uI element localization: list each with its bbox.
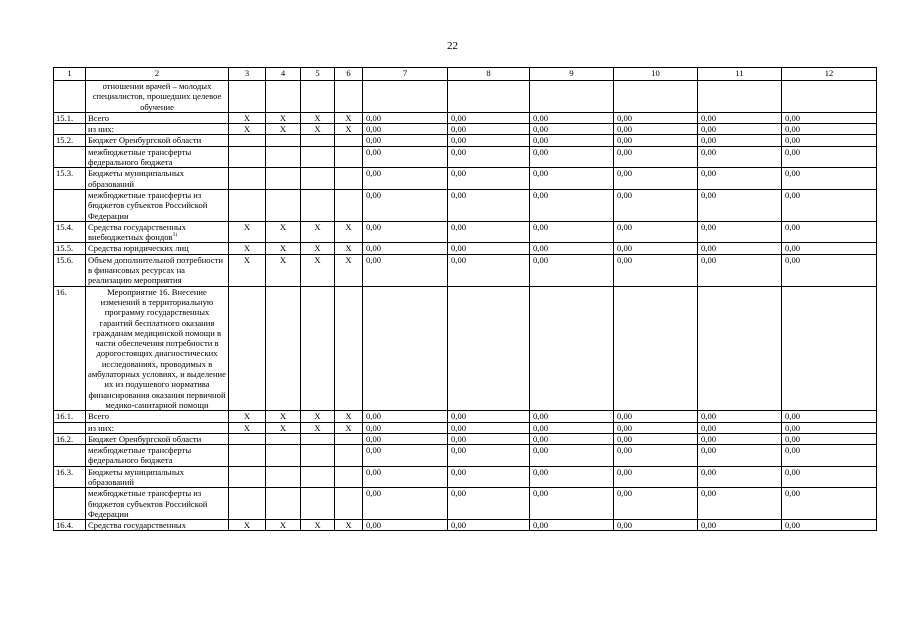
marker-cell <box>335 168 363 190</box>
row-number-cell <box>54 488 86 520</box>
marker-cell <box>229 168 266 190</box>
value-cell: 0,00 <box>530 189 614 221</box>
description-cell: межбюджетные трансферты из бюджетов субъектов Российской Федерации <box>86 189 229 221</box>
marker-cell: X <box>266 221 301 243</box>
marker-cell: X <box>301 124 335 135</box>
header-cell: 12 <box>782 68 877 81</box>
value-cell: 0,00 <box>448 112 530 123</box>
description-cell: из них: <box>86 422 229 433</box>
table-row <box>54 445 877 467</box>
value-cell: 0,00 <box>698 146 782 168</box>
marker-cell <box>301 488 335 520</box>
value-cell: 0,00 <box>698 466 782 488</box>
marker-cell <box>301 135 335 146</box>
marker-cell: X <box>301 243 335 254</box>
value-cell <box>448 286 530 411</box>
value-cell <box>363 286 448 411</box>
value-cell: 0,00 <box>530 520 614 531</box>
description-cell: Бюджеты муниципальных образований <box>86 168 229 190</box>
header-cell: 7 <box>363 68 448 81</box>
value-cell: 0,00 <box>448 488 530 520</box>
value-cell: 0,00 <box>363 488 448 520</box>
description-cell: Средства государственных <box>86 520 229 531</box>
value-cell: 0,00 <box>448 466 530 488</box>
marker-cell: X <box>301 520 335 531</box>
marker-cell <box>266 189 301 221</box>
marker-cell <box>301 189 335 221</box>
marker-cell: X <box>301 411 335 422</box>
marker-cell: X <box>229 124 266 135</box>
table-row <box>54 411 877 422</box>
value-cell: 0,00 <box>363 466 448 488</box>
value-cell: 0,00 <box>530 254 614 286</box>
value-cell: 0,00 <box>363 445 448 467</box>
marker-cell <box>266 445 301 467</box>
marker-cell <box>266 135 301 146</box>
marker-cell: X <box>301 221 335 243</box>
description-cell: отношении врачей – молодых специалистов, прошедших целевое обучение <box>86 81 229 113</box>
value-cell: 0,00 <box>614 433 698 444</box>
row-number-cell: 15.3. <box>54 168 86 190</box>
value-cell: 0,00 <box>698 411 782 422</box>
value-cell: 0,00 <box>698 445 782 467</box>
value-cell: 0,00 <box>363 243 448 254</box>
value-cell: 0,00 <box>698 254 782 286</box>
row-number-cell: 15.2. <box>54 135 86 146</box>
value-cell: 0,00 <box>530 135 614 146</box>
header-cell: 9 <box>530 68 614 81</box>
value-cell: 0,00 <box>448 422 530 433</box>
marker-cell <box>335 488 363 520</box>
marker-cell <box>266 488 301 520</box>
marker-cell <box>301 81 335 113</box>
marker-cell <box>229 488 266 520</box>
page-number: 22 <box>447 40 458 52</box>
value-cell: 0,00 <box>698 168 782 190</box>
header-row <box>54 68 877 81</box>
value-cell: 0,00 <box>698 189 782 221</box>
value-cell: 0,00 <box>363 112 448 123</box>
marker-cell <box>335 135 363 146</box>
header-cell: 11 <box>698 68 782 81</box>
value-cell: 0,00 <box>448 243 530 254</box>
marker-cell: X <box>229 411 266 422</box>
value-cell: 0,00 <box>448 124 530 135</box>
value-cell: 0,00 <box>448 189 530 221</box>
budget-table <box>53 67 877 531</box>
description-cell: межбюджетные трансферты федерального бюджета <box>86 146 229 168</box>
marker-cell <box>229 466 266 488</box>
marker-cell <box>301 445 335 467</box>
marker-cell <box>266 286 301 411</box>
description-cell: из них: <box>86 124 229 135</box>
value-cell: 0,00 <box>363 189 448 221</box>
description-cell: Средства юридических лиц <box>86 243 229 254</box>
value-cell: 0,00 <box>448 135 530 146</box>
value-cell: 0,00 <box>363 254 448 286</box>
description-cell: межбюджетные трансферты федерального бюджета <box>86 445 229 467</box>
table-row <box>54 286 877 411</box>
value-cell: 0,00 <box>614 422 698 433</box>
value-cell: 0,00 <box>782 254 877 286</box>
value-cell: 0,00 <box>698 243 782 254</box>
row-number-cell: 16.2. <box>54 433 86 444</box>
value-cell: 0,00 <box>782 520 877 531</box>
row-number-cell: 16. <box>54 286 86 411</box>
value-cell: 0,00 <box>698 124 782 135</box>
value-cell: 0,00 <box>782 168 877 190</box>
marker-cell: X <box>266 411 301 422</box>
value-cell: 0,00 <box>614 488 698 520</box>
value-cell: 0,00 <box>782 189 877 221</box>
marker-cell <box>301 286 335 411</box>
marker-cell <box>301 168 335 190</box>
value-cell: 0,00 <box>614 520 698 531</box>
row-number-cell <box>54 81 86 113</box>
value-cell: 0,00 <box>698 422 782 433</box>
marker-cell <box>301 433 335 444</box>
marker-cell <box>229 286 266 411</box>
value-cell: 0,00 <box>614 135 698 146</box>
row-number-cell <box>54 189 86 221</box>
marker-cell: X <box>266 254 301 286</box>
value-cell: 0,00 <box>448 146 530 168</box>
value-cell: 0,00 <box>614 221 698 243</box>
table-row <box>54 466 877 488</box>
header-cell: 1 <box>54 68 86 81</box>
value-cell: 0,00 <box>530 411 614 422</box>
value-cell: 0,00 <box>614 445 698 467</box>
value-cell: 0,00 <box>530 433 614 444</box>
marker-cell: X <box>266 112 301 123</box>
header-cell: 2 <box>86 68 229 81</box>
value-cell: 0,00 <box>448 445 530 467</box>
description-cell: Бюджет Оренбургской области <box>86 135 229 146</box>
marker-cell <box>335 433 363 444</box>
table-row <box>54 221 877 243</box>
table-row <box>54 422 877 433</box>
value-cell <box>448 81 530 113</box>
value-cell: 0,00 <box>363 221 448 243</box>
value-cell: 0,00 <box>782 243 877 254</box>
value-cell: 0,00 <box>363 520 448 531</box>
marker-cell: X <box>301 254 335 286</box>
marker-cell: X <box>301 112 335 123</box>
marker-cell: X <box>229 112 266 123</box>
marker-cell: X <box>266 422 301 433</box>
marker-cell <box>266 168 301 190</box>
value-cell: 0,00 <box>363 146 448 168</box>
marker-cell: X <box>229 221 266 243</box>
description-cell: Средства государственных внебюджетных фондов$^{3)}$ <box>86 221 229 243</box>
table-row <box>54 168 877 190</box>
value-cell <box>698 286 782 411</box>
marker-cell <box>335 445 363 467</box>
row-number-cell: 16.3. <box>54 466 86 488</box>
header-cell: 4 <box>266 68 301 81</box>
value-cell: 0,00 <box>614 112 698 123</box>
value-cell: 0,00 <box>782 488 877 520</box>
row-number-cell: 15.1. <box>54 112 86 123</box>
marker-cell <box>229 189 266 221</box>
value-cell: 0,00 <box>614 243 698 254</box>
value-cell: 0,00 <box>530 445 614 467</box>
value-cell: 0,00 <box>698 112 782 123</box>
marker-cell <box>229 81 266 113</box>
marker-cell <box>266 146 301 168</box>
row-number-cell: 15.4. <box>54 221 86 243</box>
value-cell: 0,00 <box>363 124 448 135</box>
header-cell: 8 <box>448 68 530 81</box>
marker-cell: X <box>229 243 266 254</box>
header-cell: 5 <box>301 68 335 81</box>
row-number-cell: 16.4. <box>54 520 86 531</box>
row-number-cell <box>54 445 86 467</box>
marker-cell: X <box>266 520 301 531</box>
value-cell: 0,00 <box>363 135 448 146</box>
marker-cell <box>266 466 301 488</box>
value-cell: 0,00 <box>530 422 614 433</box>
marker-cell <box>301 146 335 168</box>
value-cell: 0,00 <box>448 221 530 243</box>
marker-cell: X <box>335 411 363 422</box>
value-cell: 0,00 <box>698 433 782 444</box>
value-cell: 0,00 <box>782 221 877 243</box>
value-cell: 0,00 <box>614 124 698 135</box>
marker-cell: X <box>229 520 266 531</box>
marker-cell <box>335 81 363 113</box>
value-cell: 0,00 <box>448 433 530 444</box>
table-row <box>54 433 877 444</box>
value-cell: 0,00 <box>363 433 448 444</box>
marker-cell <box>229 433 266 444</box>
marker-cell: X <box>335 422 363 433</box>
value-cell: 0,00 <box>530 221 614 243</box>
value-cell: 0,00 <box>614 466 698 488</box>
value-cell: 0,00 <box>698 488 782 520</box>
value-cell: 0,00 <box>530 243 614 254</box>
value-cell: 0,00 <box>698 520 782 531</box>
row-number-cell <box>54 146 86 168</box>
value-cell: 0,00 <box>530 112 614 123</box>
table-row <box>54 124 877 135</box>
value-cell: 0,00 <box>782 433 877 444</box>
value-cell <box>530 81 614 113</box>
table-row <box>54 81 877 113</box>
row-number-cell <box>54 124 86 135</box>
marker-cell: X <box>229 422 266 433</box>
value-cell: 0,00 <box>530 488 614 520</box>
marker-cell <box>301 466 335 488</box>
value-cell: 0,00 <box>614 411 698 422</box>
value-cell <box>782 81 877 113</box>
value-cell <box>614 81 698 113</box>
header-cell: 6 <box>335 68 363 81</box>
value-cell: 0,00 <box>782 146 877 168</box>
value-cell <box>614 286 698 411</box>
marker-cell <box>266 81 301 113</box>
table-row <box>54 243 877 254</box>
value-cell: 0,00 <box>363 411 448 422</box>
marker-cell: X <box>229 254 266 286</box>
value-cell: 0,00 <box>448 520 530 531</box>
row-number-cell <box>54 422 86 433</box>
marker-cell <box>229 445 266 467</box>
marker-cell <box>335 146 363 168</box>
row-number-cell: 16.1. <box>54 411 86 422</box>
header-cell: 10 <box>614 68 698 81</box>
value-cell: 0,00 <box>363 422 448 433</box>
value-cell: 0,00 <box>698 221 782 243</box>
marker-cell: X <box>335 221 363 243</box>
description-cell: Бюджеты муниципальных образований <box>86 466 229 488</box>
marker-cell <box>266 433 301 444</box>
description-cell: Мероприятие 16. Внесение изменений в территориальную программу государственных гарантий бесплатного оказания гражданам медицинской помощи в части обеспечения потребности в дорогостоящих диагностических исследованиях, проводимых в амбулаторных условиях, и выделение их из подушевого норматива финансирования оказания первичной медико-санитарной помощи <box>86 286 229 411</box>
description-cell: межбюджетные трансферты из бюджетов субъектов Российской Федерации <box>86 488 229 520</box>
description-cell: Бюджет Оренбургской области <box>86 433 229 444</box>
value-cell: 0,00 <box>782 445 877 467</box>
footnote-marker: 3) <box>172 232 178 239</box>
row-number-cell: 15.5. <box>54 243 86 254</box>
marker-cell <box>335 286 363 411</box>
description-cell: Объем дополнительной потребности в финансовых ресурсах на реализацию мероприятия <box>86 254 229 286</box>
value-cell: 0,00 <box>448 168 530 190</box>
row-number-cell: 15.6. <box>54 254 86 286</box>
value-cell <box>530 286 614 411</box>
value-cell: 0,00 <box>530 168 614 190</box>
value-cell: 0,00 <box>530 146 614 168</box>
value-cell: 0,00 <box>530 124 614 135</box>
marker-cell: X <box>266 124 301 135</box>
value-cell: 0,00 <box>448 411 530 422</box>
value-cell: 0,00 <box>614 254 698 286</box>
marker-cell <box>229 135 266 146</box>
description-cell: Всего <box>86 411 229 422</box>
value-cell: 0,00 <box>614 168 698 190</box>
marker-cell: X <box>301 422 335 433</box>
marker-cell <box>335 189 363 221</box>
table-row <box>54 146 877 168</box>
value-cell <box>782 286 877 411</box>
value-cell: 0,00 <box>614 146 698 168</box>
header-cell: 3 <box>229 68 266 81</box>
marker-cell <box>229 146 266 168</box>
marker-cell: X <box>266 243 301 254</box>
value-cell: 0,00 <box>782 422 877 433</box>
value-cell: 0,00 <box>782 135 877 146</box>
value-cell: 0,00 <box>782 112 877 123</box>
table-row <box>54 135 877 146</box>
value-cell <box>698 81 782 113</box>
table-row <box>54 520 877 531</box>
marker-cell: X <box>335 112 363 123</box>
marker-cell: X <box>335 520 363 531</box>
value-cell: 0,00 <box>614 189 698 221</box>
value-cell: 0,00 <box>363 168 448 190</box>
marker-cell: X <box>335 254 363 286</box>
table-row <box>54 112 877 123</box>
value-cell <box>363 81 448 113</box>
marker-cell <box>335 466 363 488</box>
marker-cell: X <box>335 124 363 135</box>
value-cell: 0,00 <box>782 411 877 422</box>
value-cell: 0,00 <box>698 135 782 146</box>
value-cell: 0,00 <box>782 124 877 135</box>
value-cell: 0,00 <box>530 466 614 488</box>
table-row <box>54 488 877 520</box>
marker-cell: X <box>335 243 363 254</box>
table-row <box>54 189 877 221</box>
value-cell: 0,00 <box>448 254 530 286</box>
table-row <box>54 254 877 286</box>
value-cell: 0,00 <box>782 466 877 488</box>
description-cell: Всего <box>86 112 229 123</box>
